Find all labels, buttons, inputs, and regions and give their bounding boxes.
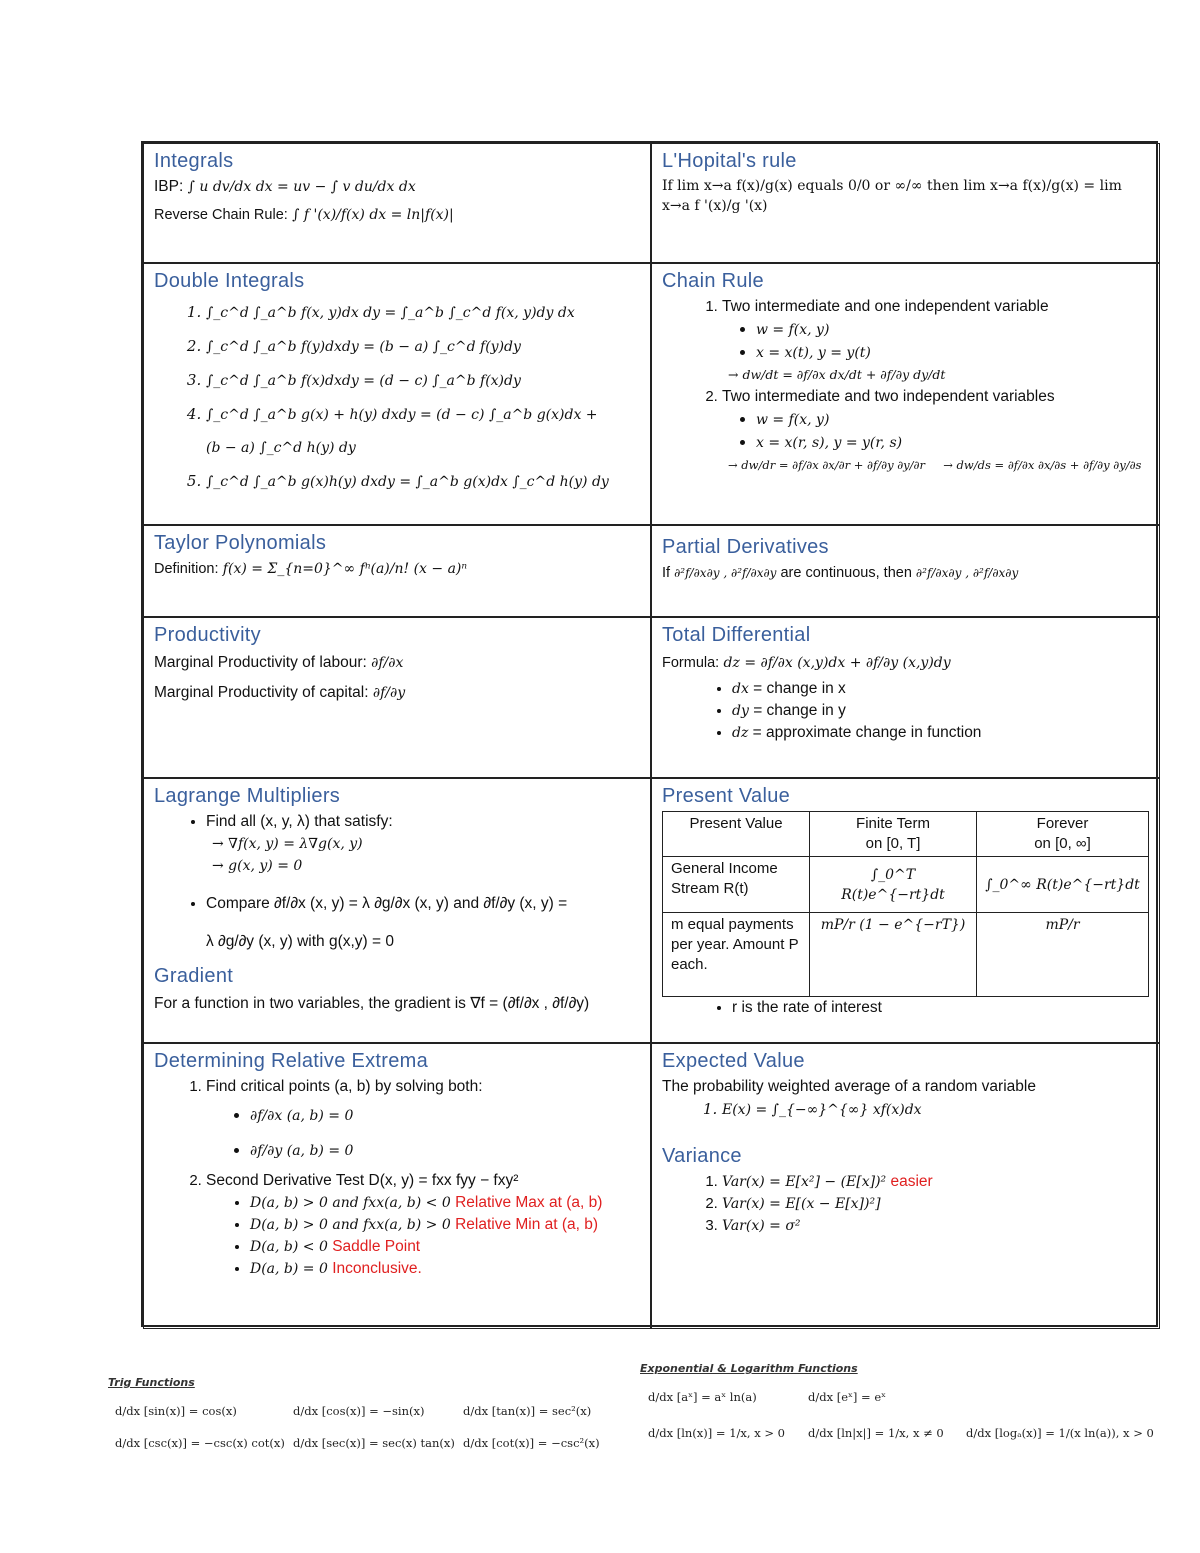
extrema-step-2 (206, 1170, 640, 1280)
derivative-reference (0, 1360, 1200, 1470)
chain-rule-title: Chain Rule (662, 270, 764, 292)
total-diff-formula: dz = ∂f/∂x (x,y)dx + ∂f/∂y (x,y)dy (723, 655, 951, 671)
partial-line (662, 562, 1149, 584)
expected-list (662, 1098, 1149, 1121)
pv-cell: mP/r (977, 913, 1149, 997)
double-integral-item: 5. ∫_c^d ∫_a^b g(x)h(y) dxdy = ∫_a^b g(x)dx ∫_c^d h(y) dy (206, 465, 640, 499)
explog-formula: d/dx [aˣ] = aˣ ln(a) (648, 1390, 757, 1404)
trig-formula: d/dx [sec(x)] = sec(x) tan(x) (293, 1436, 455, 1450)
lagrange-bullet (206, 885, 640, 961)
variance-formula: Var(x) = σ² (722, 1218, 801, 1234)
taylor-line (154, 558, 640, 580)
expected-title: Expected Value (662, 1050, 805, 1072)
variance-item (722, 1193, 1149, 1215)
variance-title: Variance (662, 1145, 742, 1167)
double-integrals-title: Double Integrals (154, 270, 305, 292)
expected-desc: The probability weighted average of a random variable (662, 1078, 1036, 1095)
lagrange-title: Lagrange Multipliers (154, 785, 341, 807)
productivity-cell (143, 617, 651, 778)
lagrange-eq2: → g(x, y) = 0 (212, 858, 303, 874)
chain-case-2-text: Two intermediate and two independent variables (722, 388, 1055, 405)
chain-case-1-bullets (722, 318, 1149, 364)
capital-line (154, 682, 640, 704)
case-cond: D(a, b) < 0 (250, 1239, 328, 1255)
chain-bullet: • w = f(x, y) (756, 408, 1149, 431)
pv-notes (662, 997, 1149, 1019)
chain-case-1-result: → dw/dt = ∂f/∂x dx/dt + ∂f/∂y dy/dt (728, 367, 946, 382)
double-integral-item-text: ∫_c^d ∫_a^b g(x) + h(y) dxdy = (d − c) ∫_a^b g(x)dx + (206, 407, 598, 423)
extrema-cell (143, 1043, 651, 1329)
rcr-formula: ∫ f '(x)/f(x) dx = ln|f(x)| (292, 207, 454, 223)
lagrange-cell (143, 778, 651, 1043)
taylor-title: Taylor Polynomials (154, 532, 327, 554)
extrema-eq: • ∂f/∂x (a, b) = 0 (250, 1098, 640, 1133)
chain-case-2 (722, 386, 1149, 476)
pv-cell: ∫_0^∞ R(t)e^{−rt}dt (977, 857, 1149, 913)
explog-formula: d/dx [eˣ] = eˣ (808, 1390, 887, 1404)
chain-bullet: • x = x(t), y = y(t) (756, 341, 1149, 364)
variance-formula: Var(x) = E[x²] − (E[x])² (722, 1174, 887, 1190)
total-diff-cell (651, 617, 1160, 778)
bullet-text: = change in y (753, 702, 846, 719)
bullet-text: = approximate change in function (752, 724, 982, 741)
total-diff-bullet (732, 700, 1149, 722)
pv-header (810, 812, 977, 857)
bullet-var: dz (732, 725, 749, 741)
partial-frac-a: ∂²f/∂x∂y , ∂²f/∂x∂y (674, 566, 777, 580)
rcr-line (154, 204, 640, 226)
extrema-list (154, 1076, 640, 1280)
total-diff-bullet (732, 678, 1149, 700)
extrema-case (250, 1258, 640, 1280)
present-value-title: Present Value (662, 785, 791, 807)
taylor-label: Definition: (154, 561, 219, 577)
chain-case-2-result: → dw/dr = ∂f/∂x ∂x/∂r + ∂f/∂y ∂y/∂r → dw/ds = ∂f/∂x ∂x/∂s + ∂f/∂y ∂y/∂s (728, 458, 1142, 472)
extrema-step-2-text: Second Derivative Test D(x, y) = fxx fyy − fxy² (206, 1172, 519, 1189)
ibp-line (154, 176, 640, 198)
partial-frac-b: ∂²f/∂x∂y , ∂²f/∂x∂y (915, 566, 1019, 580)
integrals-title: Integrals (154, 150, 234, 172)
pv-row-label: m equal payments per year. Amount P each. (663, 913, 810, 997)
case-result: Relative Max at (a, b) (455, 1194, 603, 1211)
taylor-formula: f(x) = Σ_{n=0}^∞ fⁿ(a)/n! (x − a)ⁿ (222, 561, 468, 577)
expected-formula: 1. E(x) = ∫_{−∞}^{∞} xf(x)dx (722, 1098, 1149, 1121)
double-integral-item: 1. ∫_c^d ∫_a^b f(x, y)dx dy = ∫_a^b ∫_c^d f(x, y)dy dx (206, 296, 640, 330)
lhopital-cell (651, 143, 1160, 263)
trig-formula: d/dx [tan(x)] = sec²(x) (463, 1404, 592, 1418)
partial-mid: are continuous, then (780, 565, 912, 581)
pv-cell: ∫_0^T R(t)e^{−rt}dt (810, 857, 977, 913)
bullet-var: dy (732, 703, 749, 719)
total-diff-formula-line (662, 652, 1149, 674)
lagrange-bullet (206, 811, 640, 877)
ibp-label: IBP: (154, 178, 184, 195)
pv-header-line: on [0, T] (865, 835, 921, 852)
pv-header-line: Finite Term (856, 815, 930, 832)
lhopital-title: L'Hopital's rule (662, 150, 797, 172)
gradient-title: Gradient (154, 965, 234, 987)
lagrange-eq1: → ∇f(x, y) = λ∇g(x, y) (212, 836, 363, 852)
double-integrals-cell (143, 263, 651, 525)
case-result: Relative Min at (a, b) (455, 1216, 599, 1233)
variance-item (722, 1215, 1149, 1237)
extrema-step-1-bullets (206, 1098, 640, 1168)
pv-row-label: General Income Stream R(t) (663, 857, 810, 913)
explog-formula: d/dx [ln(x)] = 1/x, x > 0 (648, 1426, 785, 1440)
formula-sheet-grid (141, 141, 1158, 1327)
rcr-label: Reverse Chain Rule: (154, 207, 288, 223)
lagrange-find: Find all (x, y, λ) that satisfy: (206, 813, 393, 830)
trig-formula: d/dx [csc(x)] = −csc(x) cot(x) (115, 1436, 285, 1450)
labour-label: Marginal Productivity of labour: (154, 654, 367, 671)
bullet-var: dx (732, 681, 749, 697)
pv-header-line: Forever (1036, 815, 1089, 832)
lagrange-bullets (154, 811, 640, 961)
trig-formula: d/dx [cot(x)] = −csc²(x) (463, 1436, 600, 1450)
bullet-text: = change in x (753, 680, 846, 697)
explog-formula: d/dx [logₐ(x)] = 1/(x ln(a)), x > 0 (966, 1426, 1154, 1440)
pv-header (977, 812, 1149, 857)
double-integral-item: 2. ∫_c^d ∫_a^b f(y)dxdy = (b − a) ∫_c^d f(y)dy (206, 330, 640, 364)
present-value-cell (651, 778, 1160, 1043)
extrema-step-1 (206, 1076, 640, 1168)
variance-item (722, 1171, 1149, 1193)
chain-case-1 (722, 296, 1149, 386)
labour-formula: ∂f/∂x (371, 655, 404, 671)
trig-title: Trig Functions (108, 1376, 195, 1389)
pv-header-line: on [0, ∞] (1034, 835, 1091, 852)
double-integral-item (206, 398, 640, 465)
variance-note: easier (890, 1173, 933, 1190)
partial-cell (651, 525, 1160, 617)
labour-line (154, 652, 640, 674)
lagrange-compare: Compare ∂f/∂x (x, y) = λ ∂g/∂x (x, y) and ∂f/∂y (x, y) = (206, 895, 568, 912)
variance-formula: Var(x) = E[(x − E[x])²] (722, 1196, 881, 1212)
case-cond: D(a, b) > 0 and fxx(a, b) > 0 (250, 1217, 451, 1233)
extrema-case (250, 1192, 640, 1214)
productivity-title: Productivity (154, 624, 261, 646)
integrals-cell (143, 143, 651, 263)
explog-formula: d/dx [ln|x|] = 1/x, x ≠ 0 (808, 1426, 944, 1440)
double-integral-item-cont: (b − a) ∫_c^d h(y) dy (206, 440, 356, 456)
case-cond: D(a, b) > 0 and fxx(a, b) < 0 (250, 1195, 451, 1211)
partial-if: If (662, 565, 671, 581)
trig-formula: d/dx [sin(x)] = cos(x) (115, 1404, 237, 1418)
expected-cell (651, 1043, 1160, 1329)
present-value-table (662, 811, 1149, 997)
chain-rule-cell (651, 263, 1160, 525)
total-diff-bullets (662, 678, 1149, 744)
case-result: Inconclusive. (332, 1260, 422, 1277)
extrema-step-1-text: Find critical points (a, b) by solving both: (206, 1078, 483, 1095)
trig-formula: d/dx [cos(x)] = −sin(x) (293, 1404, 425, 1418)
chain-case-2-bullets (722, 408, 1149, 454)
chain-case-1-text: Two intermediate and one independent variable (722, 298, 1049, 315)
partial-title: Partial Derivatives (662, 536, 829, 558)
case-cond: D(a, b) = 0 (250, 1261, 328, 1277)
total-diff-bullet (732, 722, 1149, 744)
extrema-eq: • ∂f/∂y (a, b) = 0 (250, 1133, 640, 1168)
explog-title: Exponential & Logarithm Functions (640, 1362, 858, 1375)
chain-bullet: • w = f(x, y) (756, 318, 1149, 341)
capital-formula: ∂f/∂y (372, 685, 406, 701)
variance-list (662, 1171, 1149, 1237)
double-integral-item: 3. ∫_c^d ∫_a^b f(x)dxdy = (d − c) ∫_a^b f(x)dy (206, 364, 640, 398)
extrema-title: Determining Relative Extrema (154, 1050, 429, 1072)
lagrange-compare2: λ ∂g/∂y (x, y) with g(x,y) = 0 (206, 933, 395, 950)
taylor-cell (143, 525, 651, 617)
chain-bullet: • x = x(r, s), y = y(r, s) (756, 431, 1149, 454)
pv-header: Present Value (663, 812, 810, 857)
double-integrals-list (154, 296, 640, 499)
capital-label: Marginal Productivity of capital: (154, 684, 369, 701)
lhopital-text: If lim x→a f(x)/g(x) equals 0/0 or ∞/∞ then lim x→a f(x)/g(x) = lim x→a f '(x)/g '(x) (662, 178, 1122, 214)
total-diff-title: Total Differential (662, 624, 811, 646)
extrema-case (250, 1236, 640, 1258)
ibp-formula: ∫ u dv/dx dx = uv − ∫ v du/dx dx (187, 179, 416, 195)
case-result: Saddle Point (332, 1238, 421, 1255)
pv-cell: mP/r (1 − e^{−rT}) (810, 913, 977, 997)
chain-rule-list (662, 296, 1149, 476)
pv-note: • r is the rate of interest (732, 997, 1149, 1019)
total-diff-label: Formula: (662, 655, 720, 671)
extrema-case (250, 1214, 640, 1236)
gradient-text: For a function in two variables, the gradient is ∇f = (∂f/∂x , ∂f/∂y) (154, 995, 590, 1012)
extrema-cases (206, 1192, 640, 1280)
